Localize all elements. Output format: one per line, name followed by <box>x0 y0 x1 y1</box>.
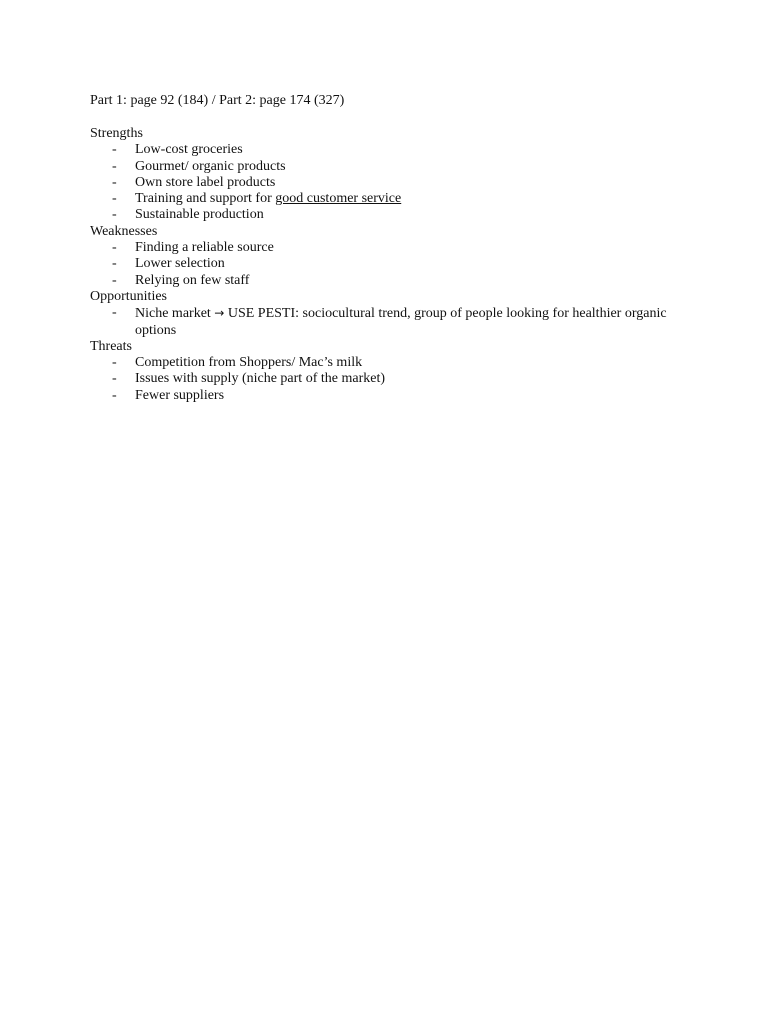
right-arrow-icon: → <box>214 306 225 321</box>
list-item: - Training and support for good customer service <box>112 191 402 207</box>
strengths-list <box>90 142 690 223</box>
weaknesses-heading: Weaknesses <box>90 223 158 239</box>
bullet-dash: - <box>112 240 117 256</box>
bullet-dash: - <box>112 191 117 207</box>
threats-heading: Threats <box>90 338 132 354</box>
list-item: - Sustainable production <box>112 207 264 223</box>
list-item: - Relying on few staff <box>112 272 250 288</box>
list-item: - Low-cost groceries <box>112 142 243 158</box>
bullet-dash: - <box>112 142 117 158</box>
list-item: - Fewer suppliers <box>112 387 225 403</box>
list-item: - Own store label products <box>112 174 276 190</box>
list-item: - Gourmet/ organic products <box>112 158 286 174</box>
bullet-dash: - <box>112 158 117 174</box>
document-page <box>90 92 690 404</box>
underlined-text: good customer service <box>275 191 402 207</box>
bullet-dash: - <box>112 174 117 190</box>
opportunities-list <box>90 305 690 339</box>
threats-list <box>90 355 690 404</box>
list-item: - Competition from Shoppers/ Mac’s milk <box>112 355 363 371</box>
bullet-dash: - <box>112 355 117 371</box>
bullet-dash: - <box>112 305 117 321</box>
strengths-heading: Strengths <box>90 126 143 141</box>
bullet-dash: - <box>112 387 117 403</box>
list-item: - Lower selection <box>112 256 225 272</box>
bullet-dash: - <box>112 371 117 387</box>
bullet-dash: - <box>112 272 117 288</box>
list-item: - Finding a reliable source <box>112 240 274 256</box>
list-item: - Issues with supply (niche part of the market) <box>112 371 385 387</box>
list-item: - Niche market → USE PESTI: sociocultural trend, group of people looking for healthier organic options <box>112 305 667 338</box>
bullet-dash: - <box>112 256 117 272</box>
page-reference-line: Part 1: page 92 (184) / Part 2: page 174 (327) <box>90 93 345 108</box>
bullet-dash: - <box>112 207 117 223</box>
weaknesses-list <box>90 240 690 289</box>
opportunities-heading: Opportunities <box>90 288 167 304</box>
